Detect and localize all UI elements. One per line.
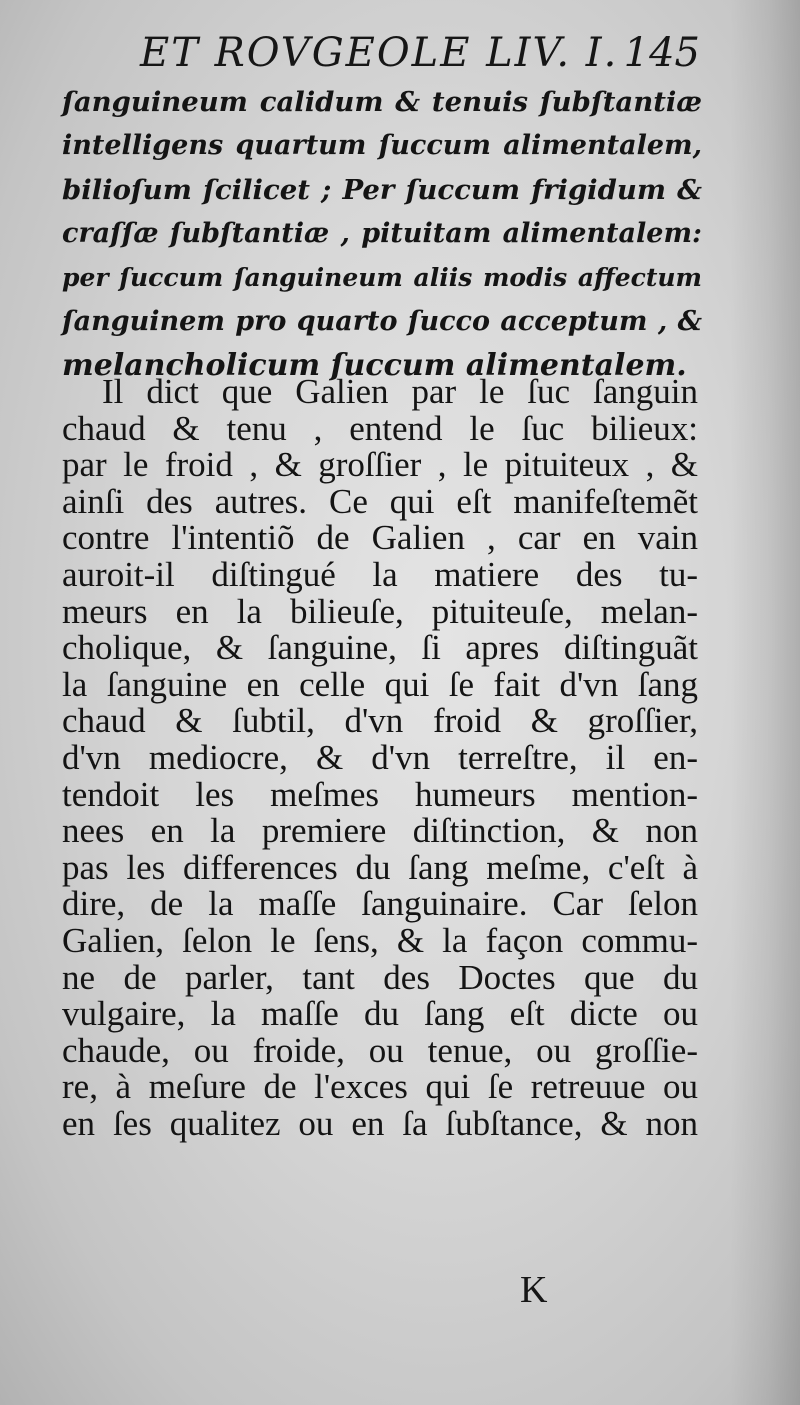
- text-line: Il dict que Galien par le ſuc ſanguin: [102, 372, 698, 411]
- page-number: 145: [623, 30, 700, 76]
- text-line: d'vn mediocre, & d'vn terreſtre, il en-: [62, 737, 698, 777]
- text-line: intelligens quartum ſuccum alimentalem,: [62, 130, 702, 161]
- text-line: melancholicum ſuccum alimentalem.: [62, 348, 687, 383]
- text-line: chaud & tenu , entend le ſuc bilieux:: [62, 408, 698, 448]
- text-line: craſſæ ſubſtantiæ , pituitam alimentalem:: [62, 218, 702, 249]
- text-line: re, à meſure de l'exces qui ſe retreuue ou: [62, 1067, 698, 1107]
- signature-mark: K: [520, 1269, 548, 1311]
- text-line: la ſanguine en celle qui ſe fait d'vn ſang: [62, 664, 698, 704]
- text-line: auroit-il diſtingué la matiere des tu-: [62, 554, 698, 594]
- text-line: ſanguineum calidum & tenuis ſubſtantiæ: [62, 86, 702, 118]
- text-line: pas les differences du ſang meſme, c'eſt à: [62, 847, 698, 887]
- text-line: vulgaire, la maſſe du ſang eſt dicte ou: [62, 994, 698, 1034]
- text-line: nees en la premiere diſtinction, & non: [62, 811, 698, 851]
- text-line: ainſi des autres. Ce qui eſt manifeſtemẽt: [62, 481, 698, 521]
- text-line: per ſuccum ſanguineum aliis modis affectum: [62, 263, 702, 292]
- text-line: meurs en la bilieuſe, pituiteuſe, melan-: [62, 591, 698, 631]
- text-line: tendoit les meſmes humeurs mention-: [62, 774, 698, 814]
- text-line: Galien, ſelon le ſens, & la façon commu-: [62, 920, 698, 960]
- text-line: ſanguinem pro quarto ſucco acceptum , &: [62, 306, 702, 337]
- french-paragraph: [62, 374, 698, 1142]
- gutter-shadow: [730, 0, 800, 1405]
- text-line: par le froid , & groſſier , le pituiteux , &: [62, 445, 698, 485]
- text-line: ne de parler, tant des Doctes que du: [62, 957, 698, 997]
- text-line: dire, de la maſſe ſanguinaire. Car ſelon: [62, 884, 698, 924]
- text-line: contre l'intentiõ de Galien , car en vain: [62, 518, 698, 558]
- text-line: cholique, & ſanguine, ſi apres diſtinguãt: [62, 628, 698, 668]
- text-line: chaude, ou froide, ou tenue, ou groſſie-: [62, 1030, 698, 1070]
- text-line: en ſes qualitez ou en ſa ſubſtance, & non: [62, 1103, 698, 1143]
- running-head-title: ET ROVGEOLE LIV. I.: [140, 30, 619, 76]
- latin-quotation: [62, 80, 702, 388]
- text-line: chaud & ſubtil, d'vn froid & groſſier,: [62, 701, 698, 741]
- text-line: bilioſum ſcilicet ; Per ſuccum frigidum &: [62, 174, 702, 206]
